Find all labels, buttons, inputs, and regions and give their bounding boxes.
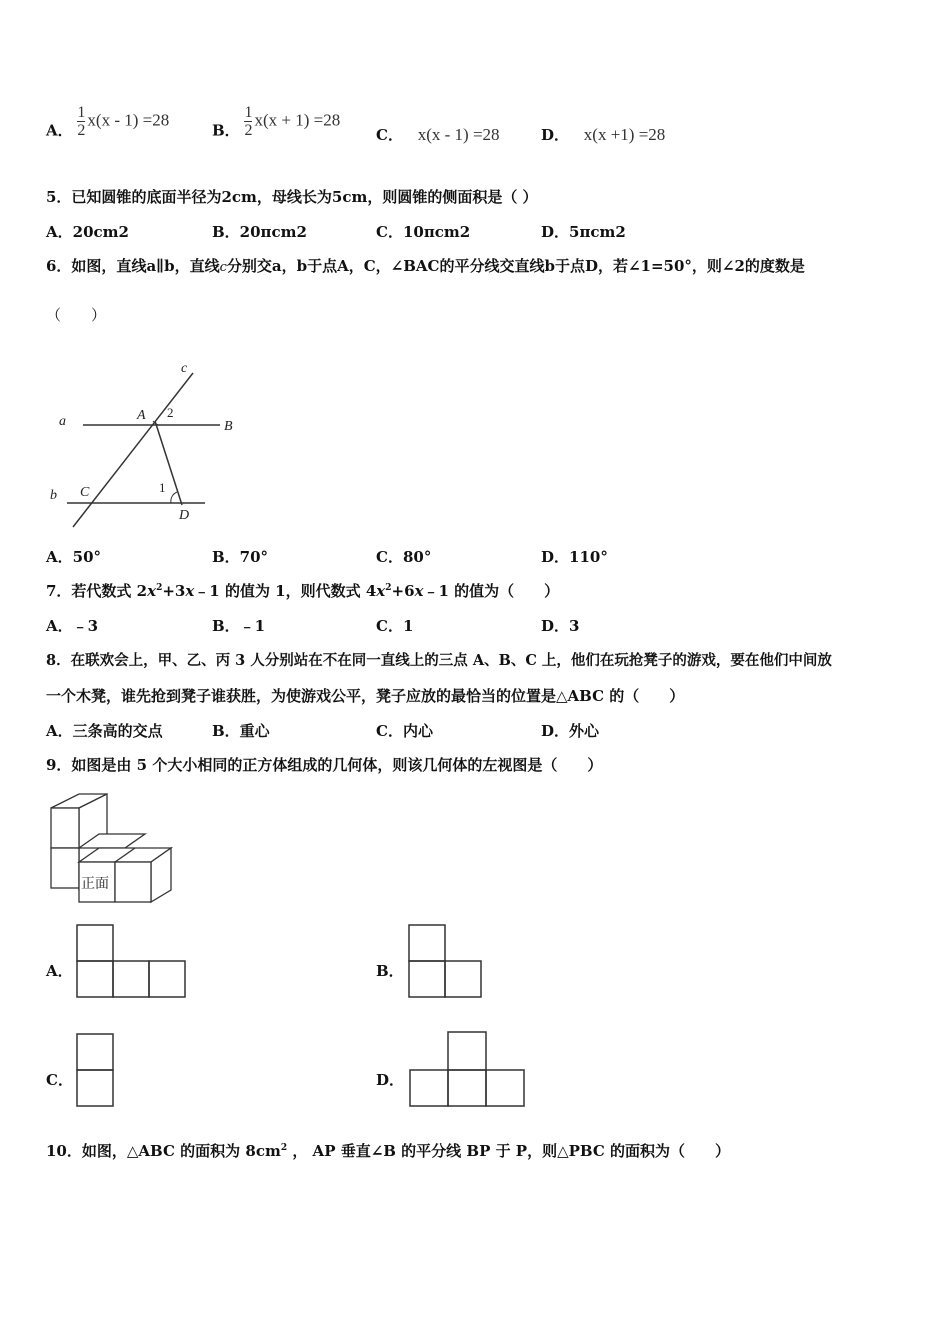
q5-option-c: C．10πcm2 [376,223,471,241]
q5-stem: 5．已知圆锥的底面半径为2cm，母线长为5cm，则圆锥的侧面积是（ ） [46,188,538,206]
q4-option-b: B． $\frac{1}{2}$ x(x + 1) =28 [212,104,341,140]
q7-stem: 7．若代数式 $2x^2+3x﹣1$ 的值为 1，则代数式 $4x^2+6x﹣1$ 的值为（ ） [46,582,560,600]
label-b: b [50,488,57,503]
q6-stem: 6．如图，直线a∥b，直线c分别交a，b于点A，C，∠BAC的平分线交直线b于点D，若∠1=50°，则∠2的度数是 [46,257,805,275]
q8-option-d: D．外心 [541,722,600,740]
label-C: C [80,485,90,500]
label-2: 2 [167,405,174,420]
q8-stem-line2: 一个木凳，谁先抢到凳子谁获胜，为使游戏公平，凳子应放的最恰当的位置是△ABC 的（ ） [46,687,685,705]
q6-option-c: C．80° [376,548,432,566]
front-label: 正面 [81,876,109,892]
label-1: 1 [159,480,166,495]
label-c: c [181,361,188,376]
q9-option-d-figure [409,1031,527,1109]
fraction: $\frac{1}{2}$ [77,104,86,139]
q9-option-b-figure [408,924,486,1000]
q9-option-c-label: C． [46,1071,73,1089]
q8-stem-line1: 8．在联欢会上，甲、乙、丙 3 人分别站在不在同一直线上的三点 A、B、C 上，他们在玩抢凳子的游戏，要在他们中间放 [46,652,832,669]
q8-option-b: B．重心 [212,722,270,740]
q4-option-a: A． $\frac{1}{2}$ x(x - 1) =28 [46,104,170,140]
q5-option-b: B．20πcm2 [212,223,307,241]
fraction: $\frac{1}{2}$ [244,104,253,139]
label-B: B [224,419,233,434]
q9-option-a-label: A． [46,962,73,980]
q9-option-a-figure [76,924,188,1000]
label-A: A [137,408,146,423]
q5-option-d: D．5πcm2 [541,223,626,241]
label-a: a [59,414,66,429]
q8-option-c: C．内心 [376,722,433,740]
q8-option-a: A．三条高的交点 [46,722,163,740]
q4-option-d: D． x(x +1) =28 [541,125,666,144]
q7-option-c: C．1 [376,617,414,635]
q6-option-a: A．50° [46,548,102,566]
q9-option-d-label: D． [376,1071,405,1089]
q6-option-b: B．70° [212,548,269,566]
label-D: D [179,508,190,523]
q7-option-d: D．3 [541,617,580,635]
q6-answer-paren: （ ） [46,306,107,324]
q6-figure [45,355,245,535]
q9-option-b-label: B． [376,962,404,980]
q9-stem: 9．如图是由 5 个大小相同的正方体组成的几何体，则该几何体的左视图是（ ） [46,756,603,774]
q7-option-a: A．﹣3 [46,617,99,635]
q9-cube-figure [45,790,180,905]
q4-option-c: C． x(x - 1) =28 [376,125,500,144]
q9-option-c-figure [76,1033,116,1109]
q7-option-b: B．﹣1 [212,617,266,635]
q6-option-d: D．110° [541,548,608,566]
q5-option-a: A．20cm2 [46,223,129,241]
angle-1-arc [171,492,177,503]
q10-stem: 10．如图，△ABC 的面积为 $8cm^2$ ， AP 垂直∠B 的平分线 BP 于 P，则△PBC 的面积为（ ） [46,1142,730,1160]
line-c [73,373,193,527]
